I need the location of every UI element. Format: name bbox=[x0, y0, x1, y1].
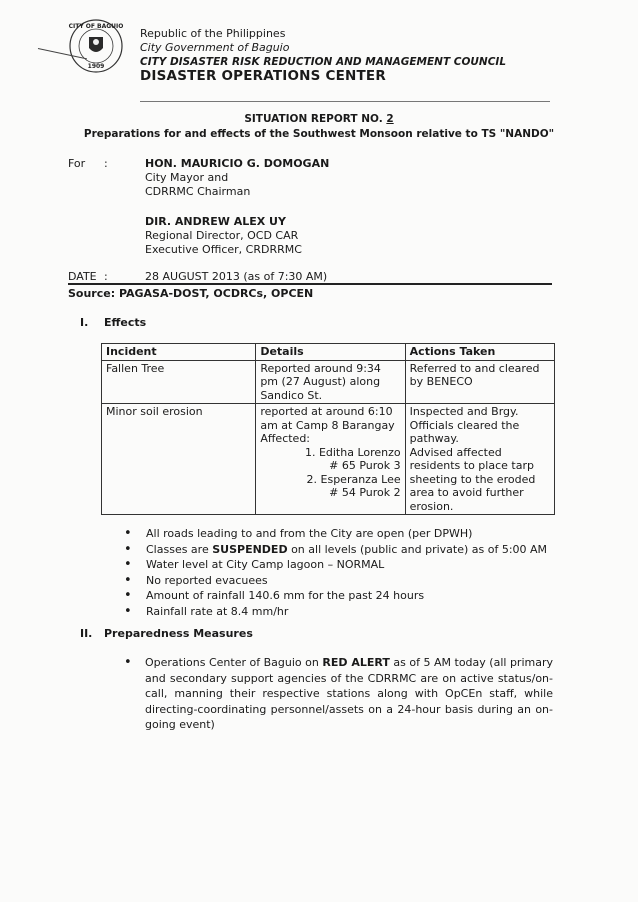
center-line: DISASTER OPERATIONS CENTER bbox=[140, 68, 386, 84]
table-row bbox=[102, 360, 555, 404]
date-label: DATE bbox=[68, 270, 97, 283]
country-line: Republic of the Philippines bbox=[140, 27, 286, 40]
preparedness-paragraph: Operations Center of Baguio on RED ALERT as of 5 AM today (all primary and secondary support agencies of the CDRRMC are on active status/on-call, manning their respective stations along with OpCEn staff, while directing-coordinating personnel/assets on a 24-hour basis during an on-going event) bbox=[145, 656, 554, 731]
recipient-1-title: City Mayor and bbox=[145, 171, 229, 184]
affected-resident-2-address: # 54 Purok 2 bbox=[329, 486, 401, 499]
recipient-2 bbox=[145, 215, 302, 257]
bullet-marker: • bbox=[124, 655, 132, 670]
section-2-number: II. bbox=[80, 627, 93, 640]
actions-cell bbox=[405, 404, 554, 515]
action-text: Inspected and Brgy. Officials cleared the pathway. bbox=[409, 405, 520, 445]
section-2-title: Preparedness Measures bbox=[104, 627, 253, 640]
details-cell: Reported around 9:34 pm (27 August) along Sandico St. bbox=[256, 360, 405, 404]
column-header: Actions Taken bbox=[405, 344, 554, 361]
table-header-row bbox=[102, 344, 555, 361]
table-row bbox=[102, 404, 555, 515]
list-item: • Amount of rainfall 140.6 mm for the past 24 hours bbox=[124, 588, 547, 604]
recipient-2-title: Regional Director, OCD CAR bbox=[145, 229, 299, 242]
svg-text:1909: 1909 bbox=[87, 63, 105, 70]
affected-resident-2-name: 2. Esperanza Lee bbox=[306, 472, 401, 486]
header-rule bbox=[140, 101, 550, 102]
details-cell bbox=[256, 404, 405, 515]
list-item: • No reported evacuees bbox=[124, 573, 547, 589]
red-alert-emphasis: RED ALERT bbox=[322, 656, 390, 669]
incident-cell: Minor soil erosion bbox=[102, 404, 256, 515]
city-seal-logo bbox=[68, 18, 124, 74]
section-1-number: I. bbox=[80, 316, 89, 329]
council-line: CITY DISASTER RISK REDUCTION AND MANAGEMENT COUNCIL bbox=[140, 56, 507, 68]
incident-cell: Fallen Tree bbox=[102, 360, 256, 404]
actions-cell: Referred to and cleared by BENECO bbox=[405, 360, 554, 404]
column-header: Details bbox=[256, 344, 405, 361]
details-text: reported at around 6:10 am at Camp 8 Barangay Affected: bbox=[260, 405, 395, 445]
effects-table bbox=[101, 343, 555, 515]
report-title: SITUATION REPORT NO. 2 bbox=[244, 113, 394, 125]
date-colon: : bbox=[104, 270, 108, 283]
recipient-1 bbox=[145, 157, 329, 199]
affected-resident-1-name: 1. Editha Lorenzo bbox=[304, 445, 401, 459]
recipient-1-role: CDRRMC Chairman bbox=[145, 185, 251, 198]
column-header: Incident bbox=[102, 344, 256, 361]
action-text: Advised affected residents to place tarp sheeting to the eroded area to avoid further erosion. bbox=[409, 445, 536, 513]
recipient-2-name: DIR. ANDREW ALEX UY bbox=[145, 215, 286, 228]
suspended-emphasis: SUSPENDED bbox=[212, 542, 288, 556]
date-value: 28 AUGUST 2013 (as of 7:30 AM) bbox=[145, 270, 328, 283]
affected-resident-1-address: # 65 Purok 3 bbox=[329, 459, 401, 472]
recipient-2-role: Executive Officer, CRDRRMC bbox=[145, 243, 302, 256]
letterhead bbox=[140, 27, 506, 83]
date-rule bbox=[68, 283, 552, 285]
svg-text:CITY OF BAGUIO: CITY OF BAGUIO bbox=[68, 23, 124, 30]
recipient-1-name: HON. MAURICIO G. DOMOGAN bbox=[145, 157, 330, 170]
list-item: • Classes are SUSPENDED on all levels (public and private) as of 5:00 AM bbox=[124, 542, 547, 558]
section-1-title: Effects bbox=[104, 316, 147, 329]
source-line: Source: PAGASA-DOST, OCDRCs, OPCEN bbox=[68, 287, 314, 300]
report-subtitle: Preparations for and effects of the Southwest Monsoon relative to TS "NANDO" bbox=[83, 128, 555, 140]
report-number: 2 bbox=[386, 113, 394, 125]
list-item: • All roads leading to and from the City are open (per DPWH) bbox=[124, 526, 547, 542]
list-item: • Water level at City Camp lagoon – NORMAL bbox=[124, 557, 547, 573]
effects-bullet-list bbox=[124, 526, 547, 619]
for-label: For bbox=[68, 157, 86, 170]
for-colon: : bbox=[104, 157, 108, 170]
city-line: City Government of Baguio bbox=[140, 41, 290, 54]
list-item: • Rainfall rate at 8.4 mm/hr bbox=[124, 604, 547, 620]
